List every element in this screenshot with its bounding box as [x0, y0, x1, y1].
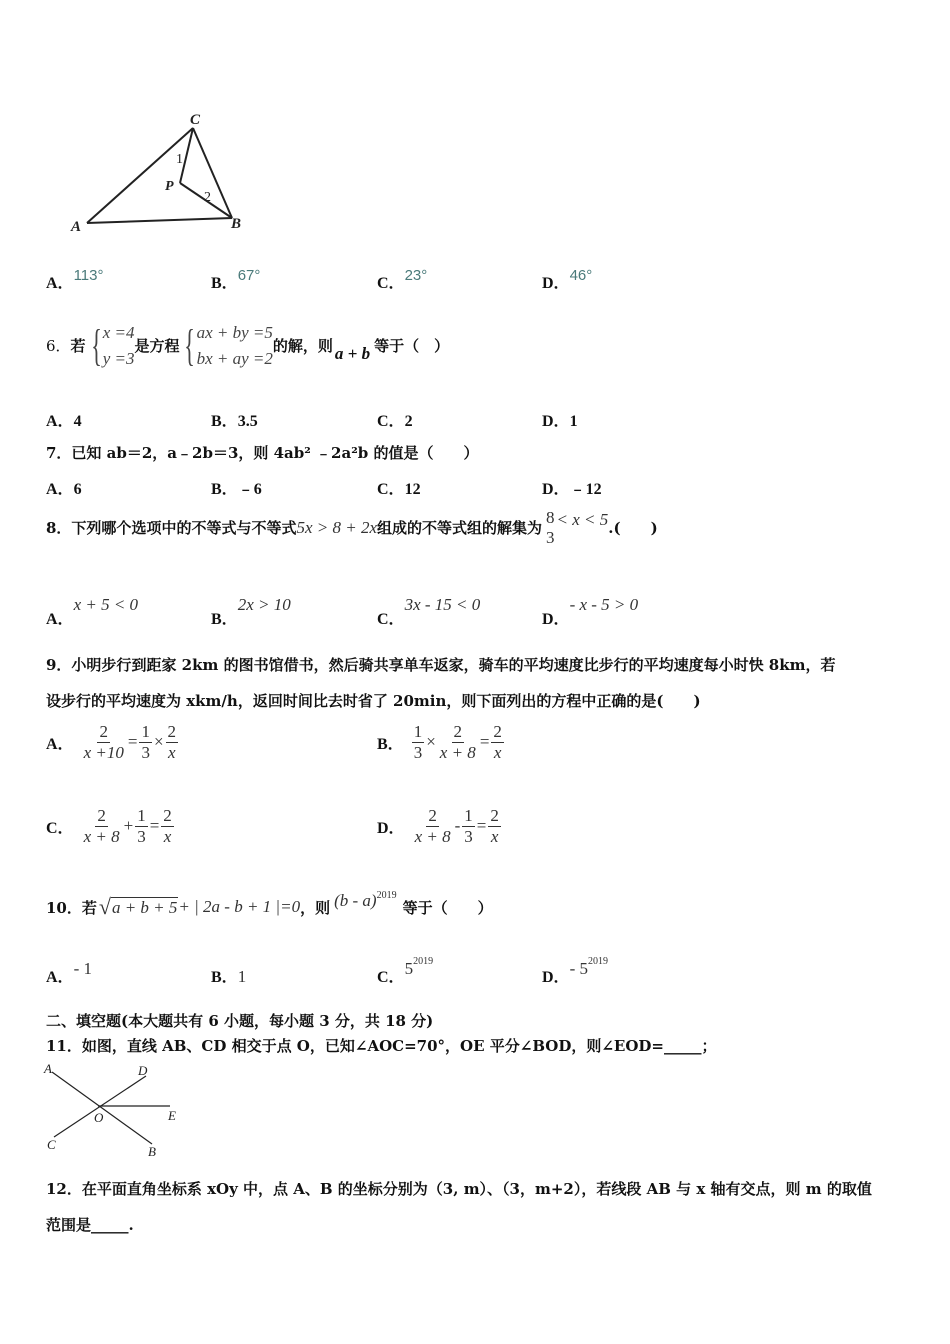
q7-option-c[interactable]: C．12	[377, 481, 421, 498]
q7-option-a[interactable]: A．6	[46, 481, 82, 498]
label-B: B	[231, 216, 242, 232]
q5-option-b[interactable]: B．67°	[211, 267, 261, 292]
label-O: O	[94, 1110, 104, 1125]
question-12-line2: 范围是_____.	[46, 1216, 134, 1234]
section-2-title: 二、填空题(本大题共有 6 小题，每小题 3 分，共 18 分)	[46, 1012, 434, 1030]
q8-option-c[interactable]: C．3x - 15 < 0	[377, 595, 481, 628]
q8-option-d[interactable]: D．- x - 5 > 0	[542, 595, 639, 628]
question-12-line1: 12．在平面直角坐标系 xOy 中，点 A、B 的坐标分别为（3, m）、（3，m+2），若线段 AB 与 x 轴有交点，则 m 的取值	[46, 1180, 872, 1198]
label-B: B	[148, 1144, 156, 1159]
q5-option-d[interactable]: D．46°	[542, 267, 593, 292]
q10-option-c[interactable]: C．$5^{2019}$	[377, 956, 434, 986]
q7-option-b[interactable]: B．﹣6	[211, 481, 262, 498]
q6-option-a[interactable]: A．4	[46, 413, 82, 430]
q10-option-d[interactable]: D．- $5^{2019}$	[542, 956, 608, 986]
label-A: A	[44, 1061, 52, 1076]
label-P: P	[165, 179, 174, 194]
triangle-figure	[65, 110, 255, 240]
q9-option-c[interactable]: C． $\frac{2}{x + 8}$ + $\frac{1}{3}$ = $\frac{2}{x}$	[46, 806, 172, 846]
q8-option-b[interactable]: B．2x > 10	[211, 595, 291, 628]
q5-option-c[interactable]: C．23°	[377, 267, 428, 292]
intersecting-lines-figure	[40, 1060, 190, 1160]
question-11: 11．如图，直线 AB、CD 相交于点 O，已知∠AOC=70°，OE 平分∠BOD，则∠EOD=_____；	[46, 1037, 717, 1055]
label-E: E	[168, 1108, 176, 1123]
question-9-line1: 9．小明步行到距家 2km 的图书馆借书，然后骑共享单车返家，骑车的平均速度比步行的平均速度每小时快 8km，若	[46, 656, 836, 674]
label-A: A	[71, 219, 82, 235]
angle-2-label: 2	[204, 190, 211, 205]
q6-option-b[interactable]: B．3.5	[211, 413, 258, 430]
label-C: C	[190, 112, 201, 128]
system-2: { ax + by =5 bx + ay =2	[184, 320, 273, 370]
q10-option-a[interactable]: A．- 1	[46, 959, 92, 986]
q8-fraction: 8 3	[546, 508, 555, 547]
system-1: { x =4 y =3	[90, 320, 135, 370]
q7-option-d[interactable]: D．﹣12	[542, 481, 602, 498]
question-7: 7．已知 ab＝2，a﹣2b＝3，则 4ab² ﹣2a²b 的值是（ ）	[46, 444, 479, 462]
question-8: 8．下列哪个选项中的不等式与不等式 5x > 8 + 2x 组成的不等式组的解集为 8 3 < x < 5 .( )	[46, 508, 658, 547]
q6-option-c[interactable]: C．2	[377, 413, 413, 430]
q10-option-b[interactable]: B．1	[211, 967, 247, 986]
q8-option-a[interactable]: A．x + 5 < 0	[46, 595, 139, 628]
q9-option-a[interactable]: A． $\frac{2}{x +10}$ = $\frac{1}{3}$ × $\frac{2}{x}$	[46, 722, 177, 762]
question-9-line2: 设步行的平均速度为 xkm/h，返回时间比去时省了 20min，则下面列出的方程中正确的是( )	[46, 692, 701, 710]
label-C: C	[47, 1137, 56, 1152]
q5-option-a[interactable]: A．113°	[46, 267, 104, 292]
angle-1-label: 1	[176, 152, 183, 167]
q9-option-d[interactable]: D． $\frac{2}{x + 8}$ - $\frac{1}{3}$ = $\frac{2}{x}$	[377, 806, 499, 846]
question-6: 6． 若 { x =4 y =3 是方程 { ax + by =5 bx + ay =2 的解，则 a + b 等于（ ）	[46, 320, 450, 370]
question-10: 10．若 √ a + b + 5 + | 2a - b + 1 |=0 ，则 (b - a) $^{2019}$ 等于（ ）	[46, 889, 493, 919]
q6-option-d[interactable]: D．1	[542, 413, 578, 430]
q9-option-b[interactable]: B． $\frac{1}{3}$ × $\frac{2}{x + 8}$ = $\frac{2}{x}$	[377, 722, 502, 762]
label-D: D	[138, 1063, 148, 1078]
